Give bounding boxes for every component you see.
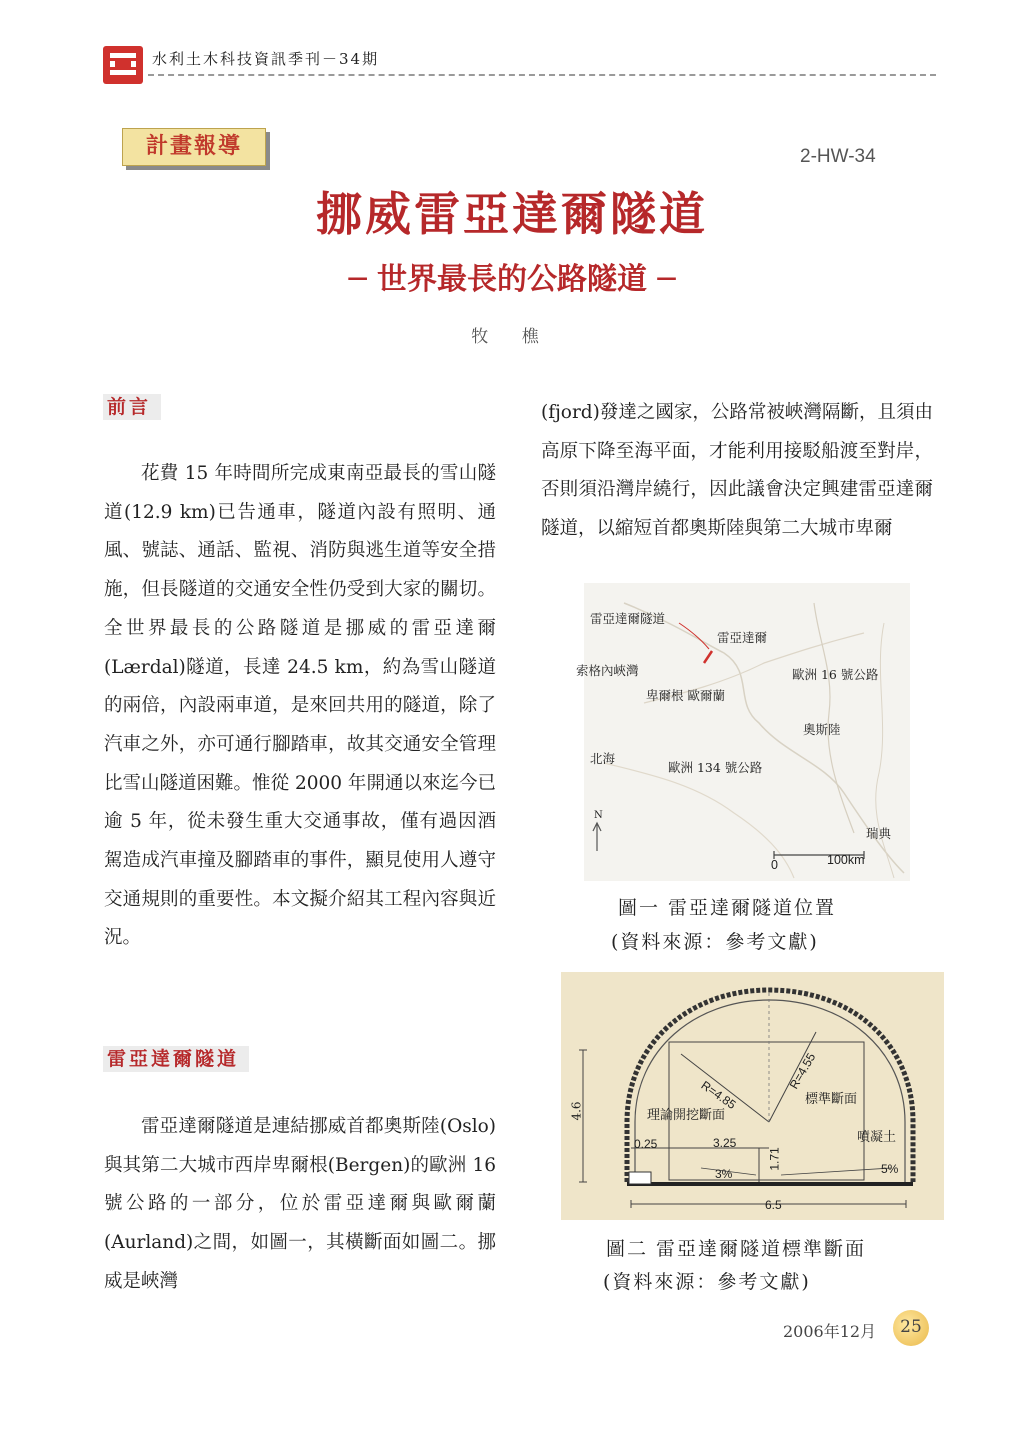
journal-title: 水利土木科技資訊季刊－34期	[152, 50, 380, 68]
figure1-source: (資料來源：參考文獻)	[611, 931, 819, 953]
dim-025: 0.25	[634, 1137, 658, 1151]
tunnel-heading: 雷亞達爾隧道	[103, 1046, 249, 1072]
cross-section-graphic	[561, 972, 944, 1220]
map-label-oslo: 奧斯陸	[803, 722, 841, 737]
intro-heading-wrap	[103, 392, 161, 419]
article-subtitle: ─ 世界最長的公路隧道 ─	[348, 262, 676, 297]
figure2-source: (資料來源：參考文獻)	[603, 1271, 811, 1293]
intro-paragraph: 花費 15 年時間所完成東南亞最長的雪山隧道(12.9 km)已告通車，隧道內設有照明、通風、號誌、通話、監視、消防與逃生道等安全措施，但長隧道的交通安全性仍受到大家的關切。全世界最長的公路隧道是挪威的雷亞達爾(Lærdal)隧道，長達 24.5 km，約為雪山隧道的兩倍，內設兩車道，是來回共用的隧道，除了汽車之外，亦可通行腳踏車，故其交通安全管理比雪山隧道困難。惟從 2000 年開通以來迄今已逾 5 年，從未發生重大交通事故，僅有過因酒駕造成汽車撞及腳踏車的事件，顯見使用人遵守交通規則的重要性。本文擬介紹其工程內容與近況。	[104, 463, 496, 949]
right-paragraph: (fjord)發達之國家，公路常被峽灣隔斷，且須由高原下降至海平面，才能利用接駁船渡至對岸，否則須沿灣岸繞行，因此議會決定興建雷亞達爾隧道，以縮短首都奧斯陸與第二大城市卑爾	[541, 402, 933, 540]
issue-date: 2006年12月	[783, 1322, 877, 1341]
tunnel-heading-wrap	[103, 1044, 249, 1071]
intro-heading: 前言	[103, 394, 161, 420]
north-arrow-icon: N	[594, 810, 603, 821]
article-author: 牧 樵	[471, 327, 553, 347]
scale-100km: 100km	[827, 853, 865, 867]
dim-width: 6.5	[765, 1198, 782, 1212]
map-label-sweden: 瑞典	[866, 826, 892, 841]
figure1-caption: 圖一 雷亞達爾隧道位置	[618, 897, 837, 919]
map-label-e16: 歐洲 16 號公路	[792, 667, 879, 682]
map-label-bergen-aurland: 卑爾根 歐爾蘭	[646, 688, 725, 703]
map-label-sognefjord: 索格內峽灣	[576, 663, 639, 678]
scale-zero: 0	[771, 858, 778, 872]
article-title: 挪威雷亞達爾隧道	[316, 187, 708, 241]
tunnel-paragraph: 雷亞達爾隧道是連結挪威首都奧斯陸(Oslo)與其第二大城市西岸卑爾根(Bergen)的歐洲 16 號公路的一部分，位於雷亞達爾與歐爾蘭(Aurland)之間，如圖一，其橫斷面如圖二。挪威是峽灣	[104, 1116, 496, 1292]
cross-section-diagram	[561, 972, 944, 1220]
figure2-caption: 圖二 雷亞達爾隧道標準斷面	[606, 1238, 867, 1260]
section-tag: 計畫報導	[122, 128, 266, 166]
location-map	[576, 583, 910, 881]
dim-height: 4.6	[569, 1101, 584, 1121]
label-shotcrete: 噴凝土	[857, 1130, 897, 1145]
map-label-e134: 歐洲 134 號公路	[668, 760, 763, 775]
label-standard-section: 標準斷面	[805, 1092, 858, 1107]
map-label-tunnel: 雷亞達爾隧道	[590, 611, 666, 626]
article-code: 2-HW-34	[800, 146, 876, 167]
radius-1: R=4.85	[698, 1078, 739, 1112]
map-label-north-sea: 北海	[590, 751, 616, 766]
journal-logo	[103, 46, 143, 84]
radius-2: R=4.55	[786, 1050, 819, 1092]
page-number: 25	[900, 1317, 922, 1337]
slope-3pct: 3%	[715, 1167, 733, 1181]
dim-325: 3.25	[713, 1136, 737, 1150]
dim-171: 1.71	[767, 1147, 782, 1171]
label-theoretical-excavation: 理論開挖斷面	[647, 1108, 726, 1123]
header-divider	[148, 74, 936, 76]
map-label-laerdal: 雷亞達爾	[717, 630, 768, 645]
slope-5pct: 5%	[881, 1162, 899, 1176]
